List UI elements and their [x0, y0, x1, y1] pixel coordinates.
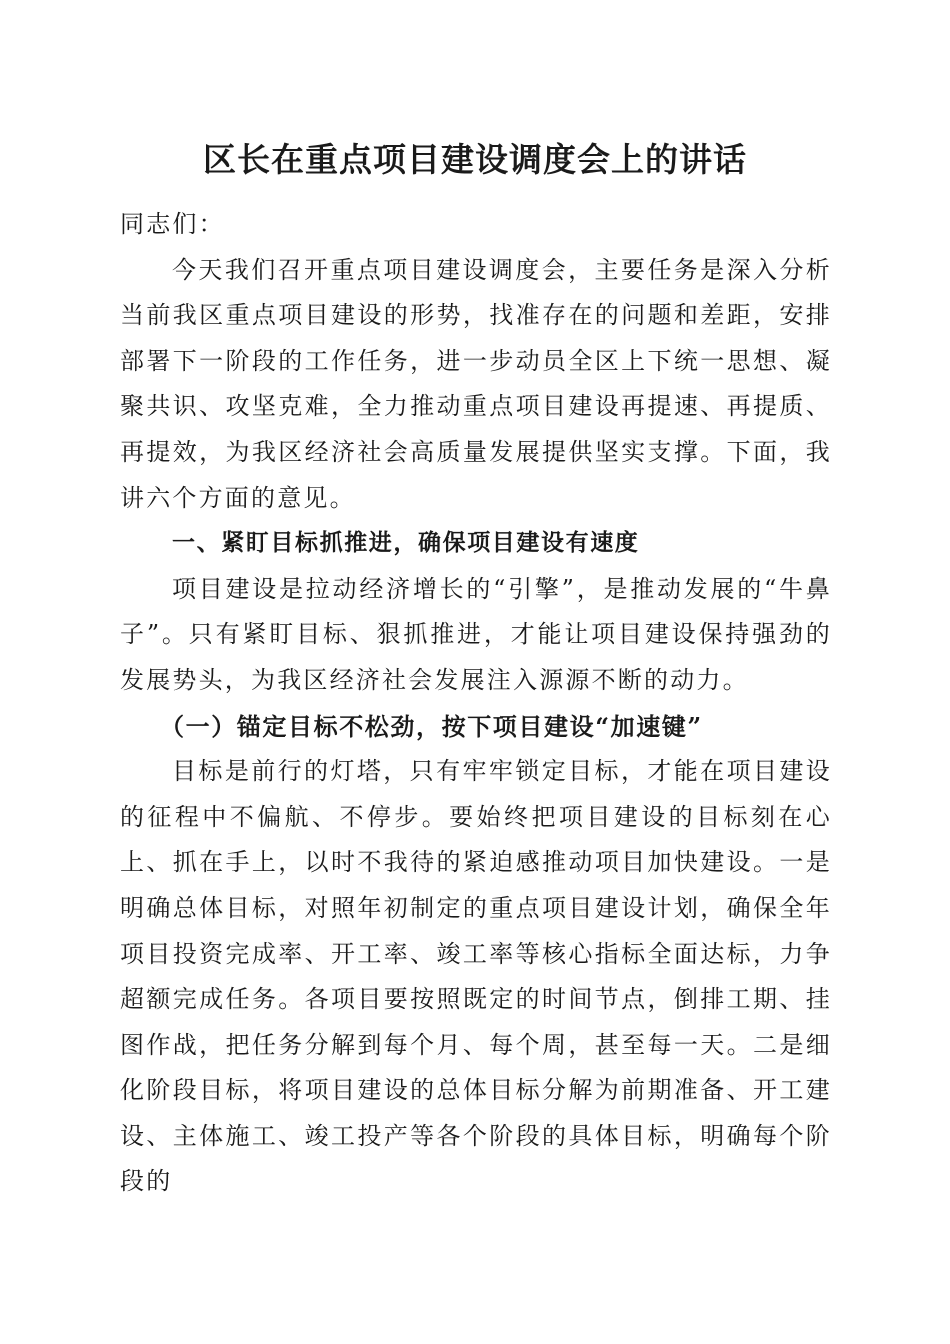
subsection-1-paragraph: 目标是前行的灯塔，只有牢牢锁定目标，才能在项目建设的征程中不偏航、不停步。要始终把项目建设的目标刻在心上、抓在手上，以时不我待的紧迫感推动项目加快建设。一是明确总体目标，对照年初制定的重点项目建设计划，确保全年项目投资完成率、开工率、竣工率等核心指标全面达标，力争超额完成任务。各项目要按照既定的时间节点，倒排工期、挂图作战，把任务分解到每个月、每个周，甚至每一天。二是细化阶段目标，将项目建设的总体目标分解为前期准备、开工建设、主体施工、竣工投产等各个阶段的具体目标，明确每个阶段的 — [120, 757, 832, 1196]
section-1-paragraph: 项目建设是拉动经济增长的“引擎”，是推动发展的“牛鼻子”。只有紧盯目标、狠抓推进，才能让项目建设保持强劲的发展势头，为我区经济社会发展注入源源不断的动力。 — [120, 574, 832, 694]
intro-paragraph: 今天我们召开重点项目建设调度会，主要任务是深入分析当前我区重点项目建设的形势，找准存在的问题和差距，安排部署下一阶段的工作任务，进一步动员全区上下统一思想、凝聚共识、攻坚克难，全力推动重点项目建设再提速、再提质、再提效，为我区经济社会高质量发展提供坚实支撑。下面，我讲六个方面的意见。 — [120, 255, 832, 512]
salutation: 同志们： — [120, 210, 225, 238]
document-body — [120, 202, 832, 1205]
section-heading-1: 一、紧盯目标抓推进，确保项目建设有速度 — [172, 530, 640, 557]
document-title: 区长在重点项目建设调度会上的讲话 — [203, 140, 747, 179]
subsection-heading-1: （一）锚定目标不松劲，按下项目建设“加速键” — [160, 711, 703, 741]
